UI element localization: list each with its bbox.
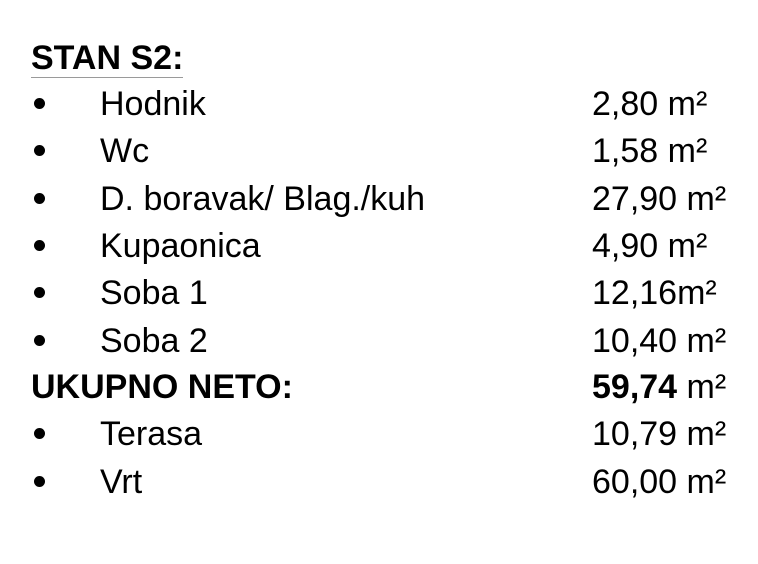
room-label: Wc: [100, 132, 150, 170]
extra-row-vrt: [0, 459, 758, 505]
room-area: 27,90 m²: [592, 180, 727, 218]
total-net-label: UKUPNO NETO:: [31, 368, 293, 406]
room-row-living: [0, 176, 758, 222]
room-row-soba-2: [0, 318, 758, 364]
bullet-icon: [34, 240, 45, 251]
room-area: 12,16m²: [592, 274, 717, 312]
bullet-icon: [34, 98, 45, 109]
bullet-icon: [34, 287, 45, 298]
extra-area: 10,79 m²: [592, 415, 727, 453]
extra-label: Terasa: [100, 415, 203, 453]
room-row-hodnik: [0, 81, 758, 127]
bullet-icon: [34, 145, 45, 156]
total-net-unit: m²: [677, 368, 727, 406]
room-row-wc: [0, 128, 758, 174]
apartment-title-text: STAN S2:: [31, 39, 184, 77]
extra-label: Vrt: [100, 463, 143, 501]
room-area: 1,58 m²: [592, 132, 708, 170]
bullet-icon: [34, 335, 45, 346]
room-label: Kupaonica: [100, 227, 261, 265]
room-label: Soba 1: [100, 274, 208, 312]
room-row-kupaonica: [0, 223, 758, 269]
room-label: Hodnik: [100, 85, 206, 123]
bullet-icon: [34, 193, 45, 204]
bullet-icon: [34, 476, 45, 487]
total-net-row: [0, 364, 758, 410]
apartment-title: [31, 36, 183, 80]
room-area: 4,90 m²: [592, 227, 708, 265]
room-label: Soba 2: [100, 322, 208, 360]
extra-row-terasa: [0, 411, 758, 457]
total-net-value: 59,74: [592, 368, 678, 406]
room-area: 2,80 m²: [592, 85, 708, 123]
total-net-area: [592, 364, 726, 410]
extra-area: 60,00 m²: [592, 463, 727, 501]
title-underline: [31, 77, 183, 78]
room-area: 10,40 m²: [592, 322, 727, 360]
bullet-icon: [34, 428, 45, 439]
room-row-soba-1: [0, 270, 758, 316]
room-label: D. boravak/ Blag./kuh: [100, 180, 426, 218]
